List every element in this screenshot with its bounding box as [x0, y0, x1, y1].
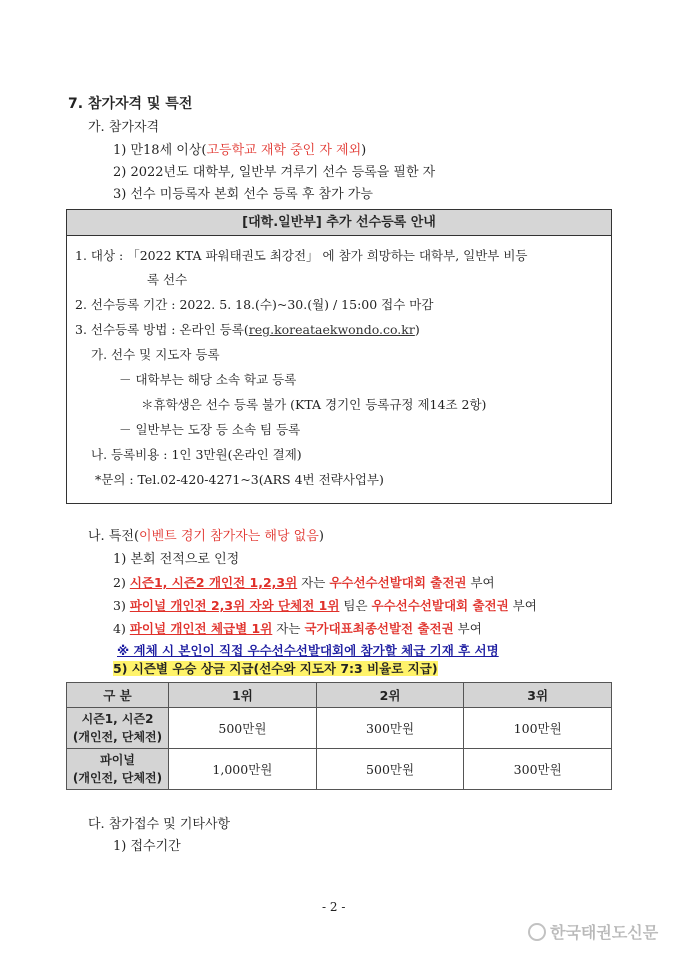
- watermark-emblem-icon: [528, 923, 546, 941]
- notice-target-line: 1. 대상 : 「2022 KTA 파워태권도 최강전」 에 참가 희망하는 대학부, 일반부 비등: [75, 248, 528, 263]
- na-heading-prefix: 나. 특전(: [88, 529, 140, 544]
- notice-box-header: [대학.일반부] 추가 선수등록 안내: [67, 210, 611, 236]
- na-heading-suffix: ): [318, 529, 324, 544]
- benefit-item-2-reward: 우수선수선발대회 출전권: [329, 575, 467, 590]
- notice-dash-general: － 일반부는 도장 등 소속 팀 등록: [119, 422, 301, 437]
- eligibility-item-3: 3) 선수 미등록자 본회 선수 등록 후 참가 가능: [113, 187, 373, 202]
- registration-notice-box: [66, 209, 612, 504]
- benefit-item-4-reward: 국가대표최종선발전 출전권: [304, 621, 454, 636]
- benefit-item-2-num: 2): [113, 575, 130, 590]
- benefit-item-3-mid: 팀은: [339, 598, 372, 613]
- prize-header-third: 3위: [464, 683, 612, 708]
- benefit-item-2-mid: 자는: [297, 575, 330, 590]
- subsection-ga-heading: 가. 참가자격: [88, 120, 160, 135]
- prize-table: [66, 682, 612, 790]
- table-row: [67, 708, 612, 749]
- prize-cell: 100만원: [464, 708, 612, 749]
- prize-row-label-sub: (개인전, 단체전): [72, 771, 163, 785]
- eligibility-item-1-prefix: 1) 만18세 이상(: [113, 143, 207, 158]
- eligibility-item-1-suffix: ): [361, 143, 367, 158]
- benefit-item-4: [113, 620, 482, 638]
- eligibility-item-2: 2) 2022년도 대학부, 일반부 겨루기 선수 등록을 필한 자: [113, 165, 436, 180]
- notice-method-line: [75, 321, 420, 339]
- prize-cell: 300만원: [464, 749, 612, 790]
- notice-contact: *문의 : Tel.02-420-4271~3(ARS 4번 전략사업부): [95, 472, 384, 487]
- weigh-in-note: ※ 계체 시 본인이 직접 우수선수선발대회에 참가할 체급 기재 후 서명: [117, 643, 499, 658]
- watermark-text: 한국태권도신문: [550, 923, 659, 942]
- benefit-item-2: [113, 574, 495, 592]
- prize-cell: 1,000만원: [169, 749, 317, 790]
- na-heading-exception: 이벤트 경기 참가자는 해당 없음: [139, 529, 319, 544]
- notice-period-line: 2. 선수등록 기간 : 2022. 5. 18.(수)~30.(월) / 15:00 접수 마감: [75, 297, 434, 312]
- benefit-item-3-end: 부여: [508, 598, 537, 613]
- benefit-item-1: 1) 본회 전적으로 인정: [113, 552, 240, 567]
- benefit-item-4-mid: 자는: [272, 621, 305, 636]
- prize-cell: 500만원: [316, 749, 464, 790]
- benefit-item-4-end: 부여: [453, 621, 482, 636]
- benefit-item-3: [113, 597, 537, 615]
- prize-header-category: 구 분: [67, 683, 169, 708]
- benefit-item-2-end: 부여: [466, 575, 495, 590]
- prize-header-second: 2위: [316, 683, 464, 708]
- prize-row-label-main: 시즌1, 시즌2: [81, 712, 154, 726]
- watermark: [528, 920, 658, 943]
- prize-row-label-main: 파이널: [100, 753, 135, 767]
- prize-row-label: [67, 749, 169, 790]
- prize-table-header-row: [67, 683, 612, 708]
- table-row: [67, 749, 612, 790]
- section-title: 7. 참가자격 및 특전: [68, 96, 193, 112]
- benefit-item-3-qualifier: 파이널 개인전 2,3위 자와 단체전 1위: [129, 598, 340, 613]
- prize-row-label: [67, 708, 169, 749]
- benefit-item-5-text: 5) 시즌별 우승 상금 지급(선수와 지도자 7:3 비율로 지급): [113, 661, 438, 676]
- notice-target-line-cont: 록 선수: [147, 272, 188, 287]
- eligibility-item-1-exception: 고등학교 재학 중인 자 제외: [206, 143, 362, 158]
- prize-cell: 500만원: [169, 708, 317, 749]
- prize-cell: 300만원: [316, 708, 464, 749]
- benefit-item-3-num: 3): [113, 598, 130, 613]
- subsection-da-heading: 다. 참가접수 및 기타사항: [88, 817, 231, 832]
- prize-row-label-sub: (개인전, 단체전): [72, 730, 163, 744]
- benefit-item-4-num: 4): [113, 621, 130, 636]
- benefit-item-2-qualifier: 시즌1, 시즌2 개인전 1,2,3위: [129, 575, 298, 590]
- notice-sub-ga: 가. 선수 및 지도자 등록: [91, 347, 220, 362]
- notice-method-suffix: ): [414, 322, 420, 337]
- da-item-1: 1) 접수기간: [113, 839, 181, 854]
- notice-method-prefix: 3. 선수등록 방법 : 온라인 등록(: [75, 322, 249, 337]
- prize-header-first: 1위: [169, 683, 317, 708]
- notice-star-note: ＊휴학생은 선수 등록 불가 (KTA 경기인 등록규정 제14조 2항): [141, 397, 487, 412]
- registration-link[interactable]: reg.koreataekwondo.co.kr: [248, 322, 415, 337]
- benefit-item-4-qualifier: 파이널 개인전 체급별 1위: [129, 621, 273, 636]
- benefit-item-3-reward: 우수선수선발대회 출전권: [371, 598, 509, 613]
- benefit-item-5: [113, 660, 438, 678]
- subsection-na-heading: [88, 528, 324, 546]
- notice-dash-university: － 대학부는 해당 소속 학교 등록: [119, 372, 297, 387]
- notice-sub-na-fee: 나. 등록비용 : 1인 3만원(온라인 결제): [91, 447, 302, 462]
- page-number: - 2 -: [322, 900, 346, 914]
- eligibility-item-1: [113, 142, 366, 160]
